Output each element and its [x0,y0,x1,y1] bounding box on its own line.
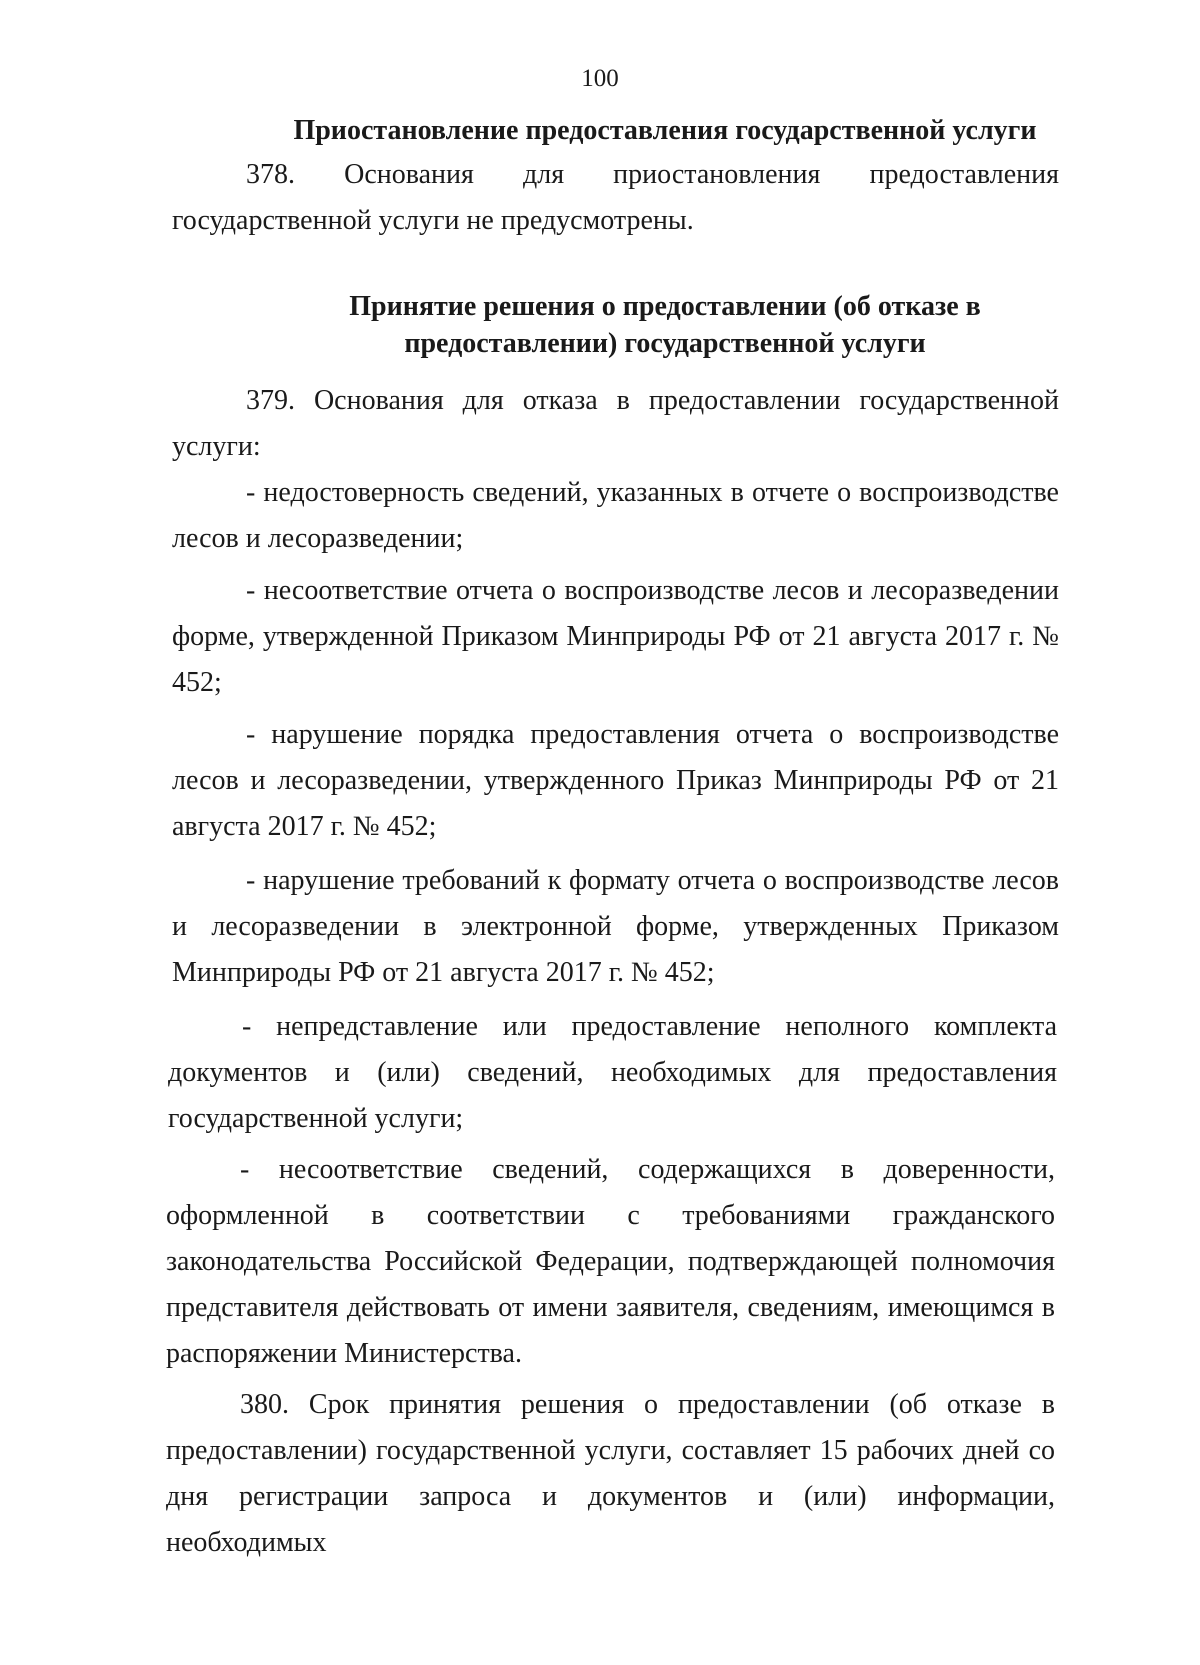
refusal-ground-item: - несоответствие отчета о воспроизводстве лесов и лесоразведении форме, утвержденной Приказом Минприроды РФ от 21 августа 2017 г. № 452; [172,575,1059,698]
section-heading-decision-line1: Принятие решения о предоставлении (об отказе в [349,291,981,322]
refusal-ground-item: - нарушение требований к формату отчета о воспроизводстве лесов и лесоразведении в электронной форме, утвержденных Приказом Минприроды РФ от 21 августа 2017 г. № 452; [172,865,1059,988]
paragraph-380: 380. Срок принятия решения о предоставлении (об отказе в предоставлении) государственной услуги, составляет 15 рабочих дней со дня регистрации запроса и документов и (или) информации, необходимых [166,1389,1055,1558]
section-heading-decision-line2: предоставлении) государственной услуги [404,328,926,359]
refusal-ground-item: - недостоверность сведений, указанных в отчете о воспроизводстве лесов и лесоразведении; [172,477,1059,554]
section-heading-decision [240,288,1090,362]
page-number: 100 [581,65,619,92]
refusal-ground-item: - непредставление или предоставление неполного комплекта документов и (или) сведений, необходимых для предоставления государственной услуги; [168,1011,1057,1134]
section-heading-suspension: Приостановление предоставления государственной услуги [293,115,1037,146]
paragraph-379: 379. Основания для отказа в предоставлении государственной услуги: [172,385,1059,462]
refusal-ground-item: - несоответствие сведений, содержащихся в доверенности, оформленной в соответствии с требованиями гражданского законодательства Российской Федерации, подтверждающей полномочия представителя действовать от имени заявителя, сведениям, имеющимся в распоряжении Министерства. [166,1154,1055,1369]
refusal-ground-item: - нарушение порядка предоставления отчета о воспроизводстве лесов и лесоразведении, утвержденного Приказ Минприроды РФ от 21 августа 2017 г. № 452; [172,719,1059,842]
paragraph-378: 378. Основания для приостановления предоставления государственной услуги не предусмотрены. [172,159,1059,236]
